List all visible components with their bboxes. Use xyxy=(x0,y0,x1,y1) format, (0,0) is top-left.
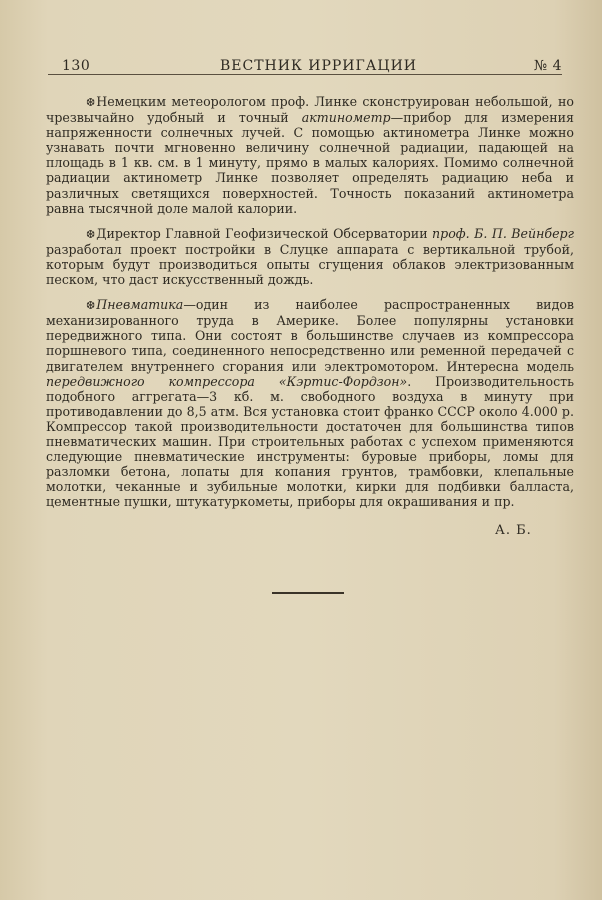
end-rule xyxy=(272,592,344,594)
paragraph-actinometer xyxy=(46,94,574,216)
page-number: 130 xyxy=(62,58,91,74)
italic-term: передвижного компрессора «Кэртис-Фордзон» xyxy=(46,373,408,389)
author-signature: А. Б. xyxy=(495,523,532,538)
italic-term: Пневматика xyxy=(96,297,184,313)
paragraph-pneumatics xyxy=(46,297,574,509)
paragraph-text: Директор Главной Геофизической Обсерватории xyxy=(96,225,433,241)
issue-number: № 4 xyxy=(533,58,562,74)
paragraph-text: —прибор для измерения напряженности солнечных лучей. С помощью актинометра Линке можно узнавать почти мгновенно величину солнечной радиации, падающей на площадь в 1 кв. см. в 1 минуту, прямо в малых калориях. Помимо солнечной радиации актинометр Линке позволяет определять радиацию неба и различных светящихся поверхностей. Точность показаний актинометра равна тысячной доле малой калории. xyxy=(46,110,574,216)
snowflake-bullet-icon: ❆ xyxy=(86,96,96,109)
italic-term: актинометр xyxy=(301,110,391,126)
header-rule xyxy=(48,74,562,75)
article-body xyxy=(46,94,574,519)
paragraph-text: разработал проект постройки в Слуцке аппарата с вертикальной трубой, которым будут производиться опыты сгущения облаков электризованным песком, что даст искусственный дождь. xyxy=(46,241,574,288)
paragraph-text: Немецким метеорологом проф. Линке сконструирован небольшой, но чрезвычайно удобный и точный xyxy=(46,94,574,126)
snowflake-bullet-icon: ❆ xyxy=(86,299,96,313)
snowflake-bullet-icon: ❆ xyxy=(86,227,96,241)
italic-term: проф. Б. П. Вейнберг xyxy=(432,225,574,241)
paragraph-text: —один из наиболее распространенных видов механизированного труда в Америке. Более популярны установки передвижного типа. Они состоят в большинстве случаев из компрессора поршневого типа, соединенного непосредственно или ременной передачей с двигателем внутреннего сгорания или электромотором. Интересна модель xyxy=(46,297,574,374)
paragraph-text: . Производительность подобного аггрегата—3 кб. м. свободного воздуха в минуту при противодавлении до 8,5 атм. Вся установка стоит франко СССР около 4.000 р. Компрессор такой производительности достаточен для большинства типов пневматических машин. При строительных работах с успехом применяются следующие пневматические инструменты: буровые приборы, ломы для разломки бетона, лопаты для копания грунтов, трамбовки, клепальные молотки, чеканные и зубильные молотки, кирки для подбивки балласта, цементные пушки, штукатуркометы, приборы для окрашивания и пр. xyxy=(46,373,574,510)
journal-title: ВЕСТНИК ИРРИГАЦИИ xyxy=(220,58,418,74)
paragraph-rain-apparatus xyxy=(46,226,574,287)
